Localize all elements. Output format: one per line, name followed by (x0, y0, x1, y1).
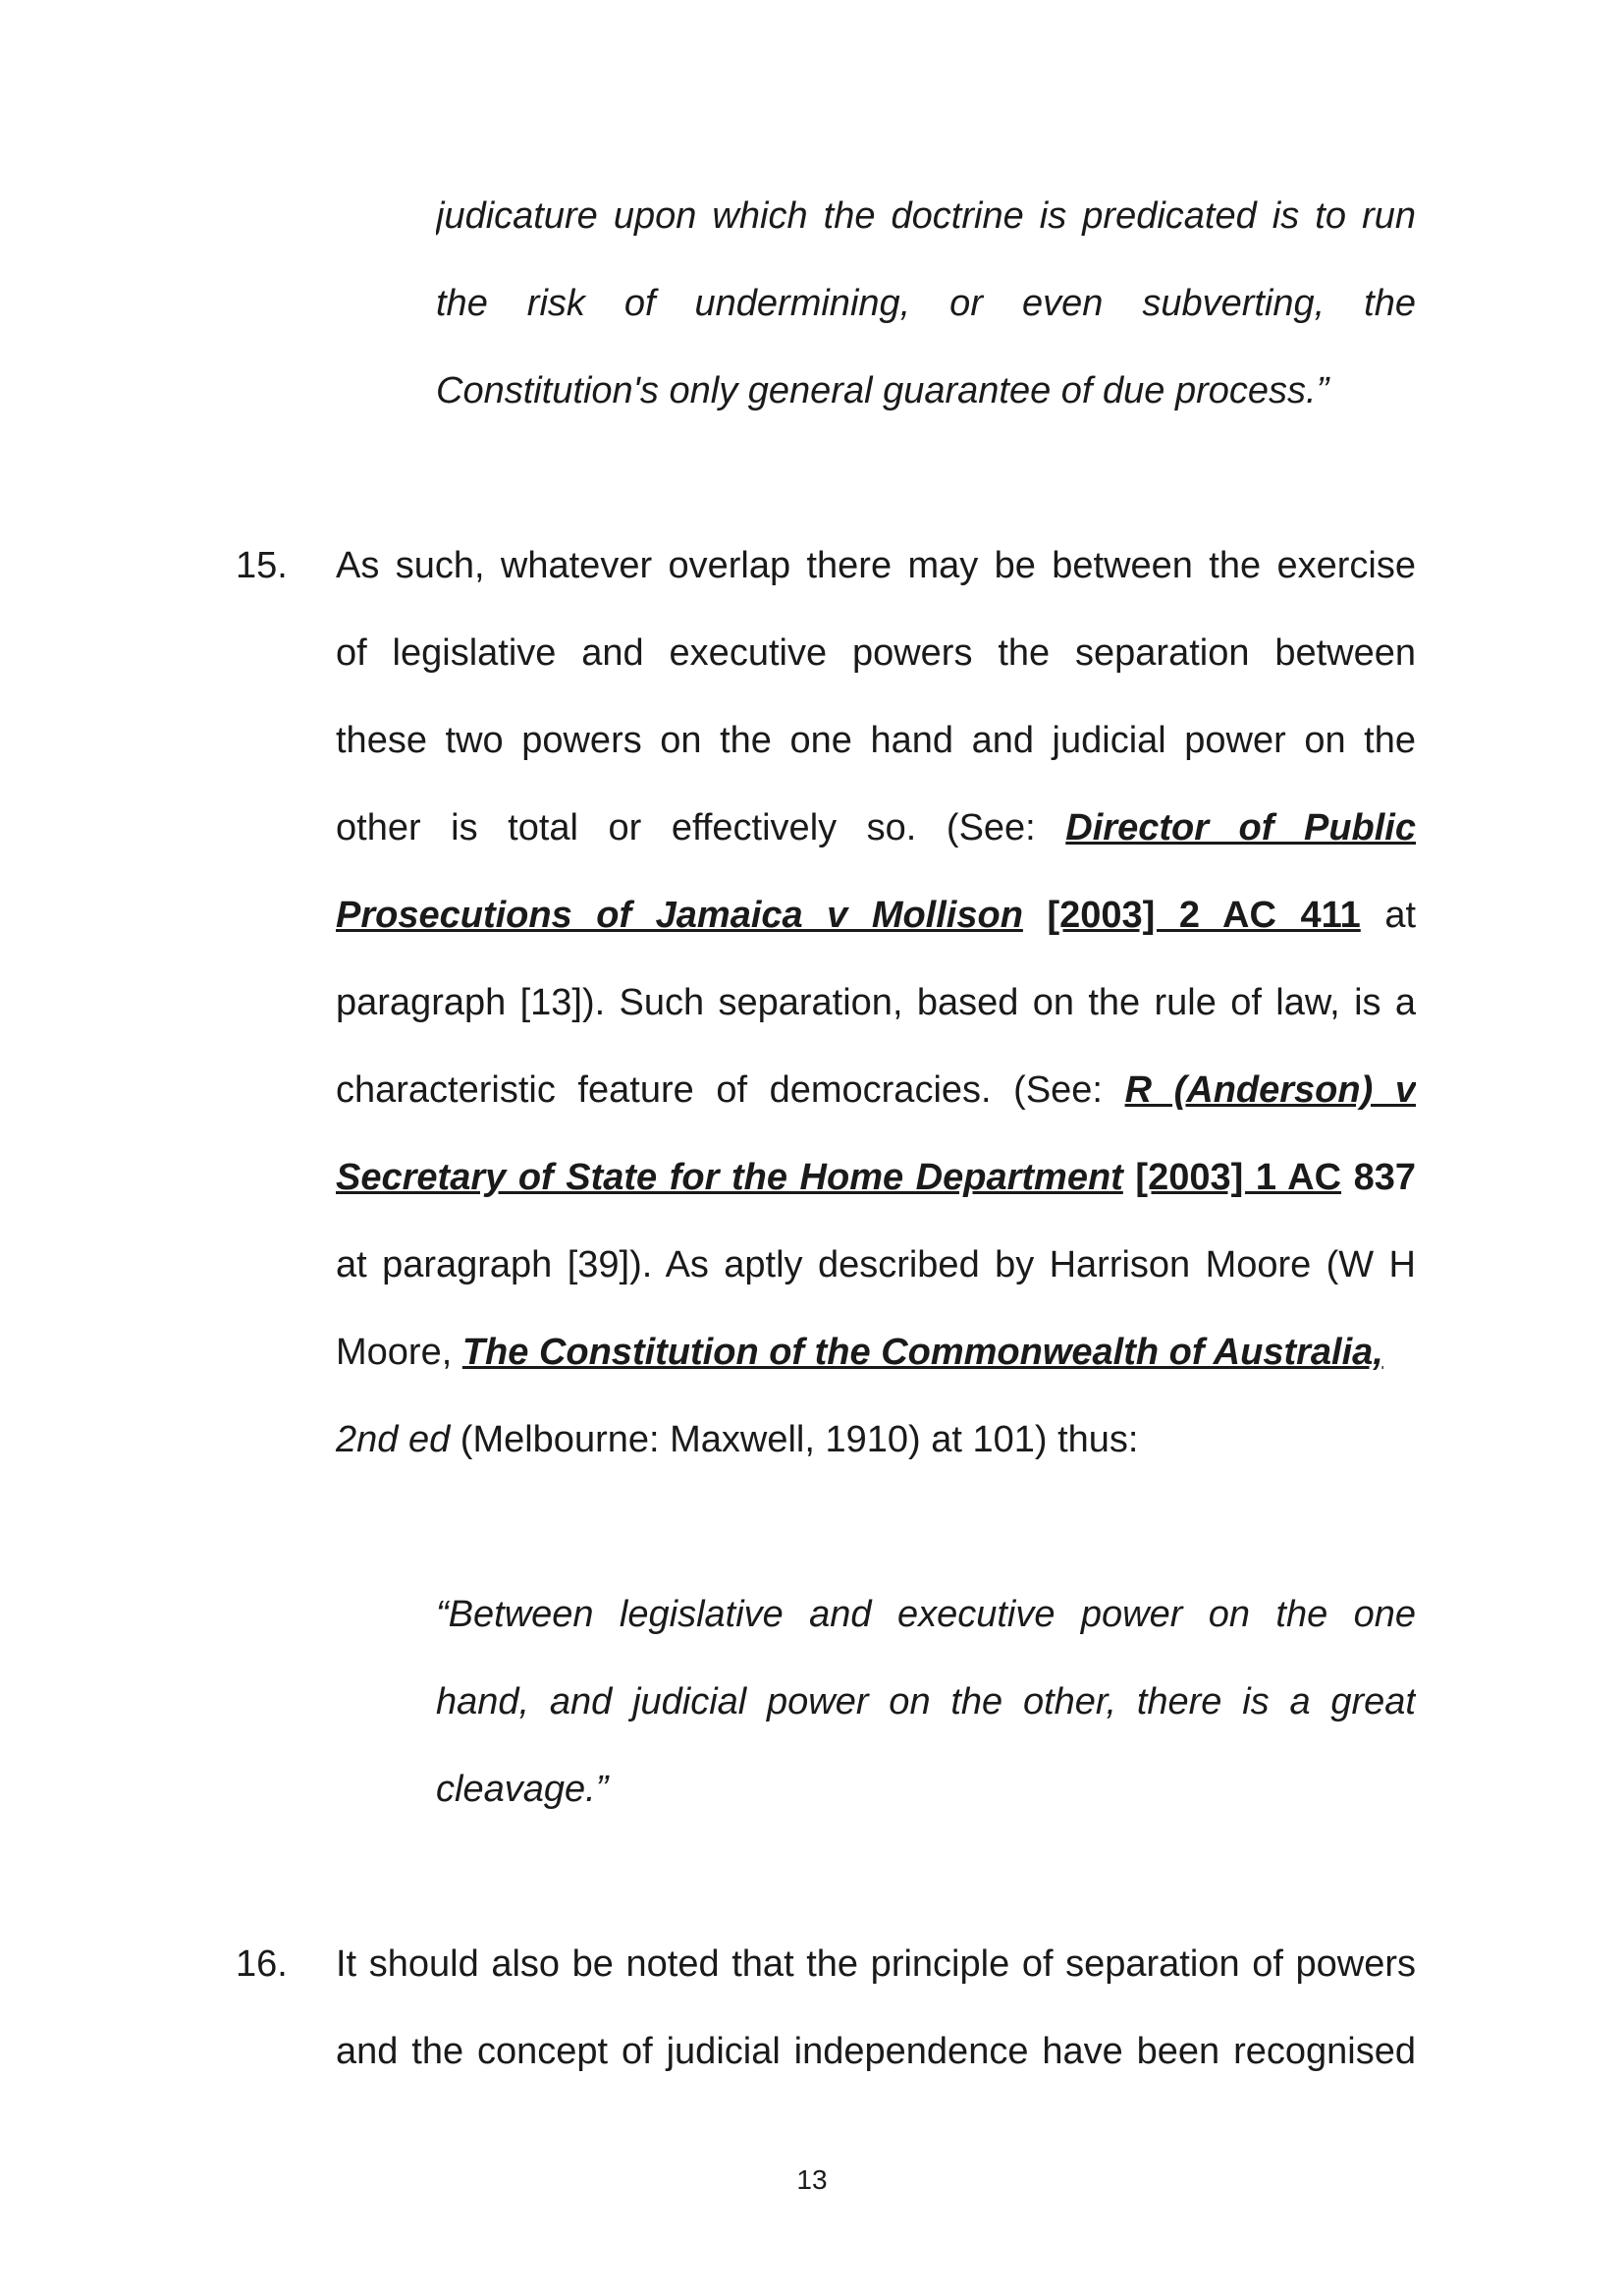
paragraph-line (336, 894, 1416, 937)
paragraph-line: at paragraph [39]). As aptly described by Harrison Moore (W H (336, 1244, 1416, 1285)
paragraph-line: and the concept of judicial independence have been recognised (336, 2031, 1416, 2072)
paragraph-line: these two powers on the one hand and judicial power on the (336, 720, 1416, 761)
paragraph-number: 16. (236, 1943, 288, 1985)
paragraph-line: It should also be noted that the principle of separation of powers (336, 1943, 1416, 1985)
paragraph-text: characteristic feature of democracies. (See: (336, 1069, 1125, 1111)
paragraph-number: 15. (236, 545, 288, 586)
paragraph-text: other is total or effectively so. (See: (336, 807, 1066, 848)
paragraph-line: of legislative and executive powers the separation between (336, 632, 1416, 674)
paragraph-line (336, 1418, 1416, 1461)
case-citation: Director of Public (1065, 807, 1416, 848)
paragraph-text: (Melbourne: Maxwell, 1910) at 101) thus: (450, 1419, 1139, 1460)
paragraph-line (336, 1068, 1416, 1112)
case-citation: Secretary of State for the Home Department (336, 1157, 1123, 1198)
paragraph-line: paragraph [13]). Such separation, based on the rule of law, is a (336, 982, 1416, 1023)
paragraph-text: 837 (1353, 1157, 1416, 1198)
edition-text: 2nd ed (336, 1419, 451, 1460)
page-number: 13 (796, 2164, 828, 2195)
law-report-citation: [2003] 2 AC 411 (1047, 895, 1361, 936)
quote-line: Constitution's only general guarantee of due process.” (436, 370, 1329, 411)
quote-line: judicature upon which the doctrine is predicated is to run (436, 195, 1416, 237)
quote-line: the risk of undermining, or even subverting, the (436, 283, 1416, 324)
paragraph-text: Moore, (336, 1332, 462, 1373)
law-report-citation: [2003] 1 AC (1135, 1157, 1342, 1198)
quote-line: cleavage.” (436, 1769, 609, 1810)
book-title: The Constitution of the Commonwealth of Australia, (461, 1332, 1383, 1373)
paragraph-text: at (1384, 895, 1416, 936)
case-citation: R (Anderson) v (1124, 1069, 1416, 1111)
quote-line: “Between legislative and executive power on the one (436, 1594, 1416, 1635)
case-citation: Prosecutions of Jamaica v Mollison (336, 895, 1023, 936)
paragraph-line: As such, whatever overlap there may be between the exercise (336, 545, 1416, 586)
paragraph-line (336, 1156, 1416, 1199)
paragraph-line (336, 1331, 1416, 1374)
quote-line: hand, and judicial power on the other, there is a great (436, 1681, 1416, 1722)
paragraph-line (336, 806, 1416, 849)
